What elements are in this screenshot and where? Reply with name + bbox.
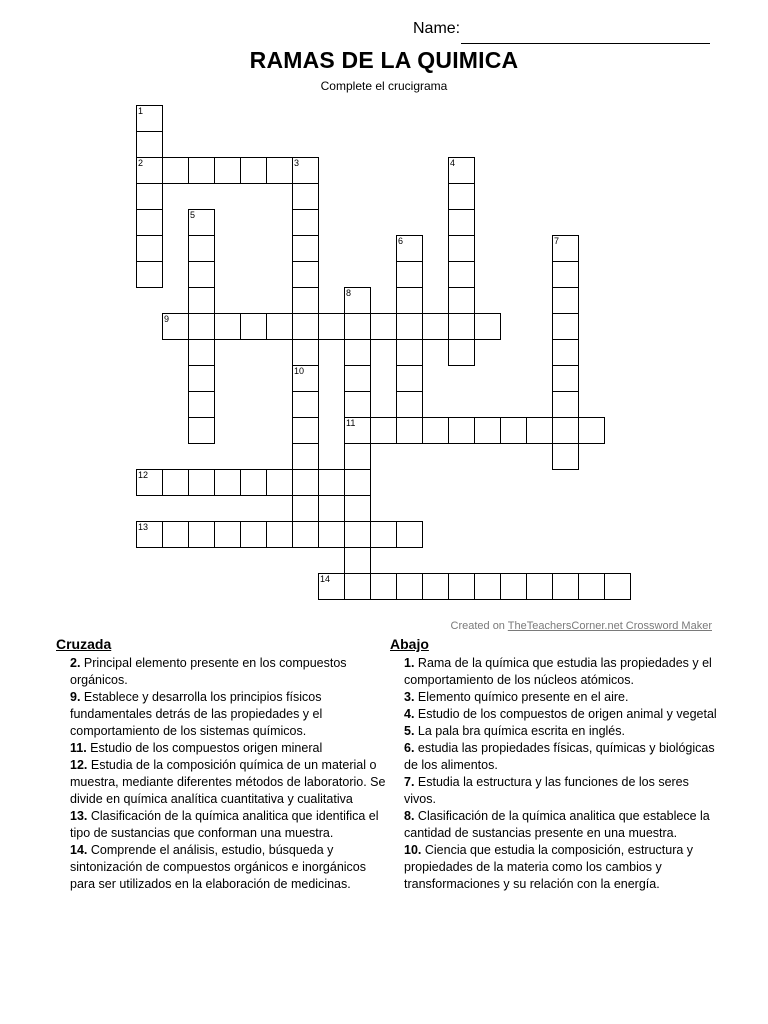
crossword-cell[interactable] xyxy=(552,573,579,600)
clue-number: 7 xyxy=(554,236,560,246)
crossword-cell[interactable] xyxy=(266,313,293,340)
crossword-cell[interactable] xyxy=(474,417,501,444)
clue-number: 6. xyxy=(404,741,415,755)
page-subtitle: Complete el crucigrama xyxy=(320,79,448,93)
crossword-cell[interactable] xyxy=(188,521,215,548)
crossword-cell[interactable] xyxy=(292,261,319,288)
crossword-cell[interactable] xyxy=(396,365,423,392)
crossword-cell[interactable] xyxy=(292,313,319,340)
down-clue xyxy=(390,706,720,723)
crossword-cell[interactable] xyxy=(396,287,423,314)
crossword-cell[interactable] xyxy=(292,443,319,470)
down-clue xyxy=(390,689,720,706)
crossword-cell[interactable] xyxy=(448,261,475,288)
crossword-cell[interactable] xyxy=(448,339,475,366)
crossword-cell[interactable] xyxy=(188,469,215,496)
crossword-cell[interactable] xyxy=(370,573,397,600)
crossword-cell[interactable] xyxy=(344,313,371,340)
crossword-cell[interactable] xyxy=(292,183,319,210)
clue-number: 3. xyxy=(404,690,415,704)
crossword-cell[interactable] xyxy=(448,573,475,600)
name-label: Name: xyxy=(413,20,461,37)
crossword-cell[interactable] xyxy=(162,313,189,340)
crossword-cell[interactable] xyxy=(136,521,163,548)
clue-number: 8. xyxy=(404,809,415,823)
crossword-cell[interactable] xyxy=(318,313,345,340)
across-clue-list xyxy=(56,655,386,893)
down-clue xyxy=(390,655,720,689)
crossword-cell[interactable] xyxy=(162,521,189,548)
crossword-cell[interactable] xyxy=(422,417,449,444)
crossword-cell[interactable] xyxy=(370,417,397,444)
crossword-cell[interactable] xyxy=(292,157,319,184)
crossword-cell[interactable] xyxy=(552,287,579,314)
clue-number: 2. xyxy=(70,656,81,670)
down-clue-list xyxy=(390,655,720,893)
crossword-cell[interactable] xyxy=(136,183,163,210)
clue-number: 7. xyxy=(404,775,415,789)
credit-prefix: Created on xyxy=(450,620,508,632)
down-clue xyxy=(390,774,720,808)
crossword-cell[interactable] xyxy=(344,469,371,496)
crossword-cell[interactable] xyxy=(344,287,371,314)
crossword-cell[interactable] xyxy=(214,157,241,184)
clue-text: Comprende el análisis, estudio, búsqueda y sintonización de compuestos orgánicos e inorgánicos para ser utilizados en la elaboración de medicinas. xyxy=(70,843,367,891)
crossword-cell[interactable] xyxy=(162,469,189,496)
crossword-cell[interactable] xyxy=(214,521,241,548)
crossword-cell[interactable] xyxy=(292,287,319,314)
clue-number: 4 xyxy=(450,158,456,168)
crossword-cell[interactable] xyxy=(266,469,293,496)
crossword-cell[interactable] xyxy=(578,573,605,600)
crossword-cell[interactable] xyxy=(552,443,579,470)
down-clue xyxy=(390,723,720,740)
clue-number: 6 xyxy=(398,236,404,246)
crossword-cell[interactable] xyxy=(240,469,267,496)
crossword-cell[interactable] xyxy=(448,209,475,236)
crossword-cell[interactable] xyxy=(188,261,215,288)
clue-text: Ciencia que estudia la composición, estructura y propiedades de la materia como los cambios y transformaciones y su relación con la energía. xyxy=(404,843,694,891)
crossword-cell[interactable] xyxy=(344,547,371,574)
clue-text: Clasificación de la química analitica que establece la cantidad de sustancias presente en una muestra. xyxy=(404,809,710,840)
crossword-cell[interactable] xyxy=(344,365,371,392)
crossword-cell[interactable] xyxy=(292,235,319,262)
crossword-cell[interactable] xyxy=(370,521,397,548)
crossword-cell[interactable] xyxy=(448,157,475,184)
clue-number: 2 xyxy=(138,158,144,168)
clue-number: 11 xyxy=(346,418,356,428)
across-clue xyxy=(56,740,386,757)
crossword-cell[interactable] xyxy=(422,313,449,340)
crossword-cell[interactable] xyxy=(396,261,423,288)
crossword-cell[interactable] xyxy=(344,495,371,522)
crossword-cell[interactable] xyxy=(552,339,579,366)
crossword-cell[interactable] xyxy=(188,209,215,236)
crossword-cell[interactable] xyxy=(474,313,501,340)
crossword-cell[interactable] xyxy=(188,339,215,366)
crossword-cell[interactable] xyxy=(396,521,423,548)
clue-number: 10 xyxy=(294,366,305,376)
crossword-cell[interactable] xyxy=(292,521,319,548)
crossword-cell[interactable] xyxy=(552,261,579,288)
crossword-cell[interactable] xyxy=(292,495,319,522)
across-heading: Cruzada xyxy=(56,636,112,652)
clue-text: Establece y desarrolla los principios físicos fundamentales detrás de las propiedades y el comportamiento de los sistemas químicos. xyxy=(70,690,323,738)
crossword-cell[interactable] xyxy=(240,521,267,548)
clue-number: 12. xyxy=(70,758,88,772)
clue-number: 9. xyxy=(70,690,81,704)
clue-number: 14 xyxy=(320,574,331,584)
crossword-cell[interactable] xyxy=(422,573,449,600)
crossword-cell[interactable] xyxy=(552,391,579,418)
crossword-cell[interactable] xyxy=(448,235,475,262)
crossword-cell[interactable] xyxy=(136,105,163,132)
across-clue xyxy=(56,655,386,689)
crossword-cell[interactable] xyxy=(188,287,215,314)
across-clues xyxy=(56,636,386,893)
crossword-cell[interactable] xyxy=(344,573,371,600)
clue-number: 10. xyxy=(404,843,422,857)
crossword-cell[interactable] xyxy=(292,365,319,392)
crossword-cell[interactable] xyxy=(266,521,293,548)
clue-text: Elemento químico presente en el aire. xyxy=(414,690,629,704)
crossword-cell[interactable] xyxy=(552,235,579,262)
across-clue xyxy=(56,757,386,808)
clue-number: 14. xyxy=(70,843,88,857)
crossword-cell[interactable] xyxy=(318,469,345,496)
crossword-cell[interactable] xyxy=(318,573,345,600)
crossword-cell[interactable] xyxy=(188,417,215,444)
clue-number: 13. xyxy=(70,809,88,823)
crossword-cell[interactable] xyxy=(292,417,319,444)
across-clue xyxy=(56,808,386,842)
crossword-cell[interactable] xyxy=(344,521,371,548)
clue-number: 9 xyxy=(164,314,170,324)
clue-number: 3 xyxy=(294,158,300,168)
clue-text: Estudio de los compuestos de origen animal y vegetal xyxy=(414,707,717,721)
down-clue xyxy=(390,842,720,893)
crossword-cell[interactable] xyxy=(448,183,475,210)
clue-text: Clasificación de la química analitica que identifica el tipo de sustancias que conforman una muestra. xyxy=(70,809,379,840)
clue-text: Estudia la estructura y las funciones de los seres vivos. xyxy=(404,775,689,806)
crossword-cell[interactable] xyxy=(552,417,579,444)
credit-link[interactable]: TheTeachersCorner.net Crossword Maker xyxy=(507,620,712,632)
crossword-cell[interactable] xyxy=(240,157,267,184)
clue-number: 1. xyxy=(404,656,415,670)
crossword-cell[interactable] xyxy=(396,391,423,418)
crossword-cell[interactable] xyxy=(292,209,319,236)
crossword-cell[interactable] xyxy=(266,157,293,184)
crossword-cell[interactable] xyxy=(162,157,189,184)
clue-number: 5. xyxy=(404,724,415,738)
crossword-cell[interactable] xyxy=(448,313,475,340)
clue-number: 8 xyxy=(346,288,352,298)
down-clue xyxy=(390,808,720,842)
crossword-cell[interactable] xyxy=(604,573,631,600)
crossword-cell[interactable] xyxy=(396,313,423,340)
clue-number: 11. xyxy=(70,741,87,755)
clue-number: 5 xyxy=(190,210,196,220)
crossword-cell[interactable] xyxy=(526,417,553,444)
crossword-cell[interactable] xyxy=(240,313,267,340)
crossword-cell[interactable] xyxy=(188,235,215,262)
crossword-cell[interactable] xyxy=(396,573,423,600)
clue-text: Estudio de los compuestos origen mineral xyxy=(86,741,323,755)
clue-text: Rama de la química que estudia las propiedades y el comportamiento de los núcleos atómicos. xyxy=(404,656,712,687)
clue-number: 4. xyxy=(404,707,415,721)
crossword-cell[interactable] xyxy=(136,209,163,236)
crossword-cell[interactable] xyxy=(292,469,319,496)
across-clue xyxy=(56,842,386,893)
crossword-cell[interactable] xyxy=(344,339,371,366)
crossword-cell[interactable] xyxy=(344,417,371,444)
clue-number: 12 xyxy=(138,470,149,480)
clue-text: Estudia de la composición química de un material o muestra, mediante diferentes métodos de laboratorio. Se divide en química analítica cuantitativa y cualitativa xyxy=(70,758,386,806)
crossword-cell[interactable] xyxy=(136,235,163,262)
crossword-cell[interactable] xyxy=(344,443,371,470)
crossword-cell[interactable] xyxy=(188,391,215,418)
crossword-cell[interactable] xyxy=(188,313,215,340)
crossword-cell[interactable] xyxy=(344,391,371,418)
across-clue xyxy=(56,689,386,740)
crossword-cell[interactable] xyxy=(448,417,475,444)
crossword-cell[interactable] xyxy=(552,365,579,392)
crossword-cell[interactable] xyxy=(526,573,553,600)
page-title: RAMAS DE LA QUIMICA xyxy=(249,47,519,73)
crossword-cell[interactable] xyxy=(552,313,579,340)
crossword-cell[interactable] xyxy=(396,417,423,444)
clue-text: Principal elemento presente en los compuestos orgánicos. xyxy=(70,656,347,687)
crossword-cell[interactable] xyxy=(188,365,215,392)
crossword-cell[interactable] xyxy=(136,469,163,496)
clue-number: 1 xyxy=(138,106,144,116)
crossword-cell[interactable] xyxy=(500,573,527,600)
crossword-cell[interactable] xyxy=(318,521,345,548)
down-clue xyxy=(390,740,720,774)
down-heading: Abajo xyxy=(390,636,429,652)
crossword-cell[interactable] xyxy=(136,131,163,158)
clue-number: 13 xyxy=(138,522,149,532)
crossword-cell[interactable] xyxy=(136,261,163,288)
crossword-cell[interactable] xyxy=(292,339,319,366)
crossword-cell[interactable] xyxy=(292,391,319,418)
crossword-cell[interactable] xyxy=(578,417,605,444)
crossword-cell[interactable] xyxy=(370,313,397,340)
crossword-cell[interactable] xyxy=(214,313,241,340)
down-clues xyxy=(390,636,720,893)
crossword-cell[interactable] xyxy=(448,287,475,314)
credit-line xyxy=(451,620,713,632)
crossword-cell[interactable] xyxy=(396,339,423,366)
crossword-cell[interactable] xyxy=(214,469,241,496)
crossword-cell[interactable] xyxy=(396,235,423,262)
crossword-cell[interactable] xyxy=(136,157,163,184)
crossword-cell[interactable] xyxy=(474,573,501,600)
crossword-cell[interactable] xyxy=(500,417,527,444)
clue-text: estudia las propiedades físicas, químicas y biológicas de los alimentos. xyxy=(404,741,715,772)
clue-text: La pala bra química escrita en inglés. xyxy=(414,724,625,738)
crossword-cell[interactable] xyxy=(188,157,215,184)
